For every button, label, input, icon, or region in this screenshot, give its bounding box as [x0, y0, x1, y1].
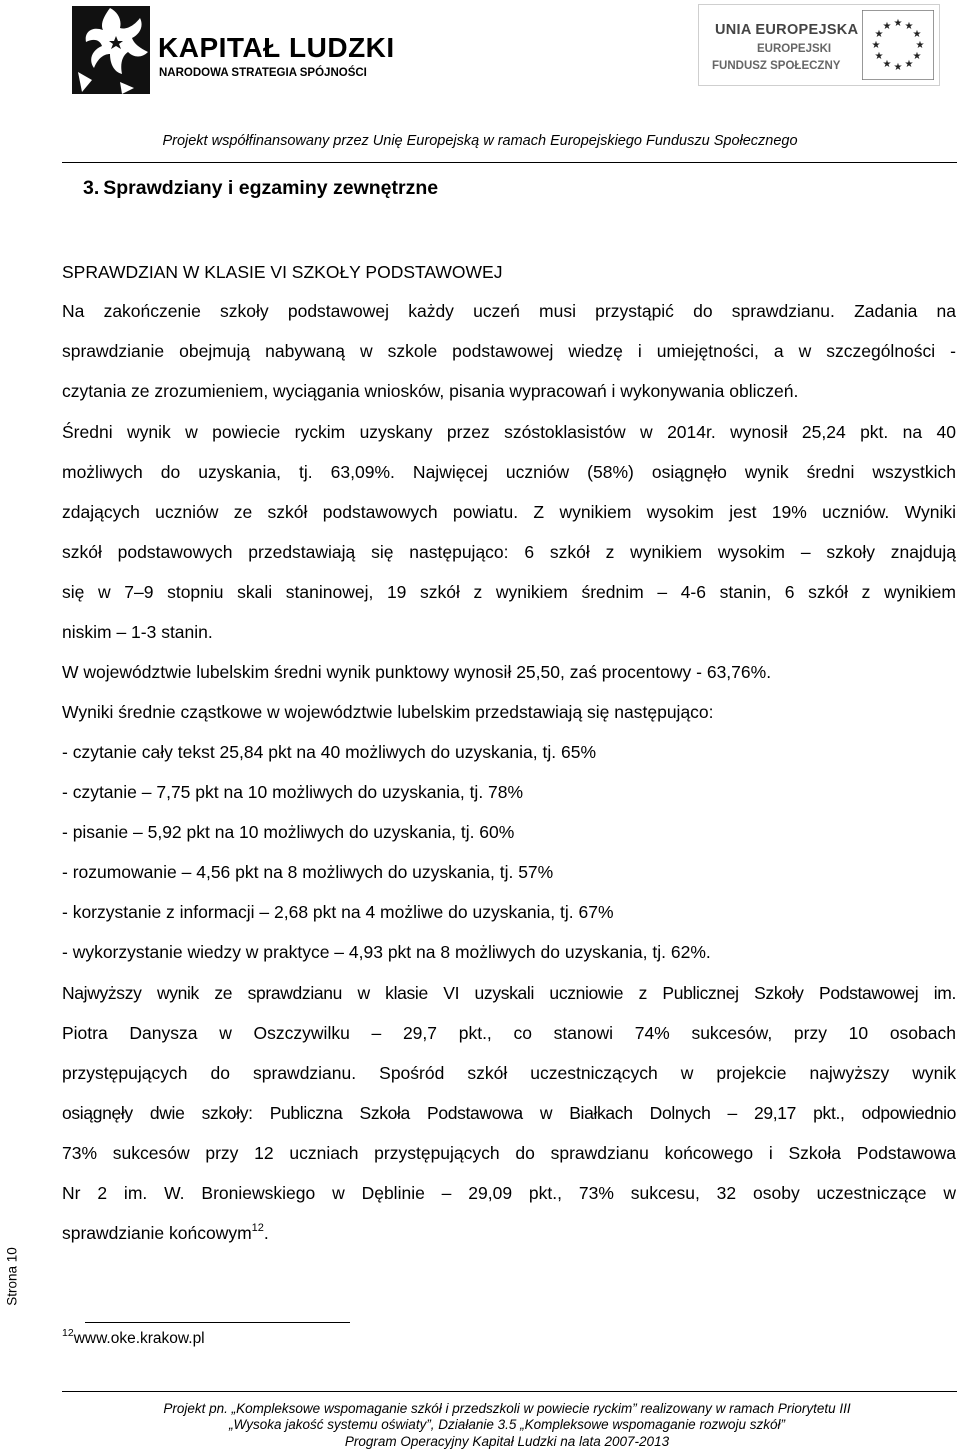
- logo-subtitle: NARODOWA STRATEGIA SPÓJNOŚCI: [159, 67, 367, 79]
- footer-line: Projekt pn. „Kompleksowe wspomaganie szkół i przedszkoli w powiecie ryckim” realizowany w ramach Priorytetu III: [163, 1401, 851, 1416]
- body-line: Wyniki średnie cząstkowe w województwie lubelskim przedstawiają się następująco:: [62, 702, 714, 722]
- body-line: się w 7–9 stopniu skali staninowej, 19 szkół z wynikiem średnim – 4-6 stanin, 6 szkół z wynikiem: [62, 582, 956, 602]
- list-item: - czytanie – 7,75 pkt na 10 możliwych do uzyskania, tj. 78%: [62, 782, 524, 802]
- footer-divider: [62, 1391, 957, 1392]
- list-item: - korzystanie z informacji – 2,68 pkt na 4 możliwe do uzyskania, tj. 67%: [62, 902, 614, 922]
- section-heading: [83, 177, 438, 200]
- eu-logo: [698, 4, 940, 86]
- svg-text:★: ★: [874, 51, 884, 62]
- page-number: Strona 10: [4, 1247, 20, 1306]
- svg-text:★: ★: [893, 62, 903, 73]
- section-title: Sprawdziany i egzaminy zewnętrzne: [103, 177, 439, 199]
- svg-text:★: ★: [874, 29, 884, 40]
- body-line: Piotra Danysza w Oszczywilku – 29,7 pkt., co stanowi 74% sukcesów, przy 10 osobach: [62, 1023, 956, 1043]
- eu-logo-line2: EUROPEJSKI: [757, 43, 832, 55]
- svg-text:★: ★: [893, 18, 903, 29]
- footer-line: Program Operacyjny Kapitał Ludzki na lata 2007-2013: [344, 1434, 670, 1449]
- list-item: - pisanie – 5,92 pkt na 10 możliwych do uzyskania, tj. 60%: [62, 822, 515, 842]
- body-line-last: sprawdzianie końcowym$^{12}$.: [62, 1222, 269, 1243]
- body-line: zdających uczniów ze szkół podstawowych powiatu. Z wynikiem wysokim jest 19% uczniów. Wyniki: [62, 502, 956, 522]
- body-line: niskim – 1-3 stanin.: [62, 622, 213, 642]
- svg-text:★: ★: [915, 40, 925, 51]
- body-line: czytania ze zrozumieniem, wyciągania wniosków, pisania wypracowań i wykonywania obliczeń.: [62, 381, 799, 401]
- footnote: [62, 1327, 205, 1348]
- body-line: osiągnęły dwie szkoły: Publiczna Szkoła Podstawowa w Białkach Dolnych – 29,17 pkt., odpowiednio: [62, 1103, 956, 1123]
- body-line: Nr 2 im. W. Broniewskiego w Dęblinie – 29,09 pkt., 73% sukcesu, 32 osoby uczestniczące w: [62, 1183, 956, 1203]
- svg-text:★: ★: [904, 59, 914, 70]
- list-item: - rozumowanie – 4,56 pkt na 8 możliwych do uzyskania, tj. 57%: [62, 862, 554, 882]
- body-line: sprawdzianie obejmują nabywaną w szkole podstawowej wiedzę i umiejętności, a w szczególności -: [62, 341, 956, 361]
- body-line: W województwie lubelskim średni wynik punktowy wynosił 25,50, zaś procentowy - 63,76%.: [62, 662, 772, 682]
- body-line: 73% sukcesów przy 12 uczniach przystępujących do sprawdzianu końcowego i Szkoła Podstawowa: [62, 1143, 956, 1163]
- body-line-text: sprawdzianie końcowym: [62, 1223, 252, 1243]
- body-line: Najwyższy wynik ze sprawdzianu w klasie VI uzyskali uczniowie z Publicznej Szkoły Podstawowej im.: [62, 983, 956, 1003]
- list-item: - czytanie cały tekst 25,84 pkt na 40 możliwych do uzyskania, tj. 65%: [62, 742, 597, 762]
- footnote-link[interactable]: www.oke.krakow.pl: [73, 1330, 205, 1347]
- footnote-reference[interactable]: 12: [251, 1222, 264, 1234]
- list-item: - wykorzystanie wiedzy w praktyce – 4,93 pkt na 8 możliwych do uzyskania, tj. 62%.: [62, 942, 711, 962]
- footnote-number: 12: [62, 1327, 74, 1339]
- svg-text:★: ★: [882, 59, 892, 70]
- body-line: przystępujących do sprawdzianu. Spośród szkół uczestniczących w projekcie najwyższy wynik: [62, 1063, 956, 1083]
- body-line: Na zakończenie szkoły podstawowej każdy uczeń musi przystąpić do sprawdzianu. Zadania na: [62, 301, 956, 321]
- body-line: możliwych do uzyskania, tj. 63,09%. Najwięcej uczniów (58%) osiągnęło wynik średni wszystkich: [62, 462, 956, 482]
- eu-flag-icon: [862, 10, 934, 80]
- logo-title: KAPITAŁ LUDZKI: [158, 32, 395, 63]
- body-line: szkół podstawowych przedstawiają się następująco: 6 szkół z wynikiem wysokim – szkoły znajdują: [62, 542, 956, 562]
- svg-text:★: ★: [871, 40, 881, 51]
- body-line: Średni wynik w powiecie ryckim uzyskany przez szóstoklasistów w 2014r. wynosił 25,24 pkt. na 40: [62, 422, 956, 442]
- eu-logo-line1: UNIA EUROPEJSKA: [715, 22, 859, 38]
- svg-text:★: ★: [882, 21, 892, 32]
- footer-line: „Wysoka jakość systemu oświaty”, Działanie 3.5 „Kompleksowe wspomaganie rozwoju szkół”: [229, 1417, 785, 1432]
- svg-text:★: ★: [912, 51, 922, 62]
- cofinanced-notice: Projekt współfinansowany przez Unię Europejską w ramach Europejskiego Funduszu Społecznego: [162, 133, 798, 149]
- kapital-ludzki-emblem-icon: [70, 2, 152, 94]
- svg-text:★: ★: [912, 29, 922, 40]
- header-divider: [62, 162, 957, 163]
- section-number: 3.: [83, 177, 100, 199]
- svg-text:★: ★: [904, 21, 914, 32]
- kapital-ludzki-logo: [70, 2, 395, 94]
- eu-logo-line3: FUNDUSZ SPOŁECZNY: [712, 60, 841, 72]
- footnote-divider: [85, 1322, 350, 1323]
- body-line: SPRAWDZIAN W KLASIE VI SZKOŁY PODSTAWOWEJ: [62, 262, 503, 282]
